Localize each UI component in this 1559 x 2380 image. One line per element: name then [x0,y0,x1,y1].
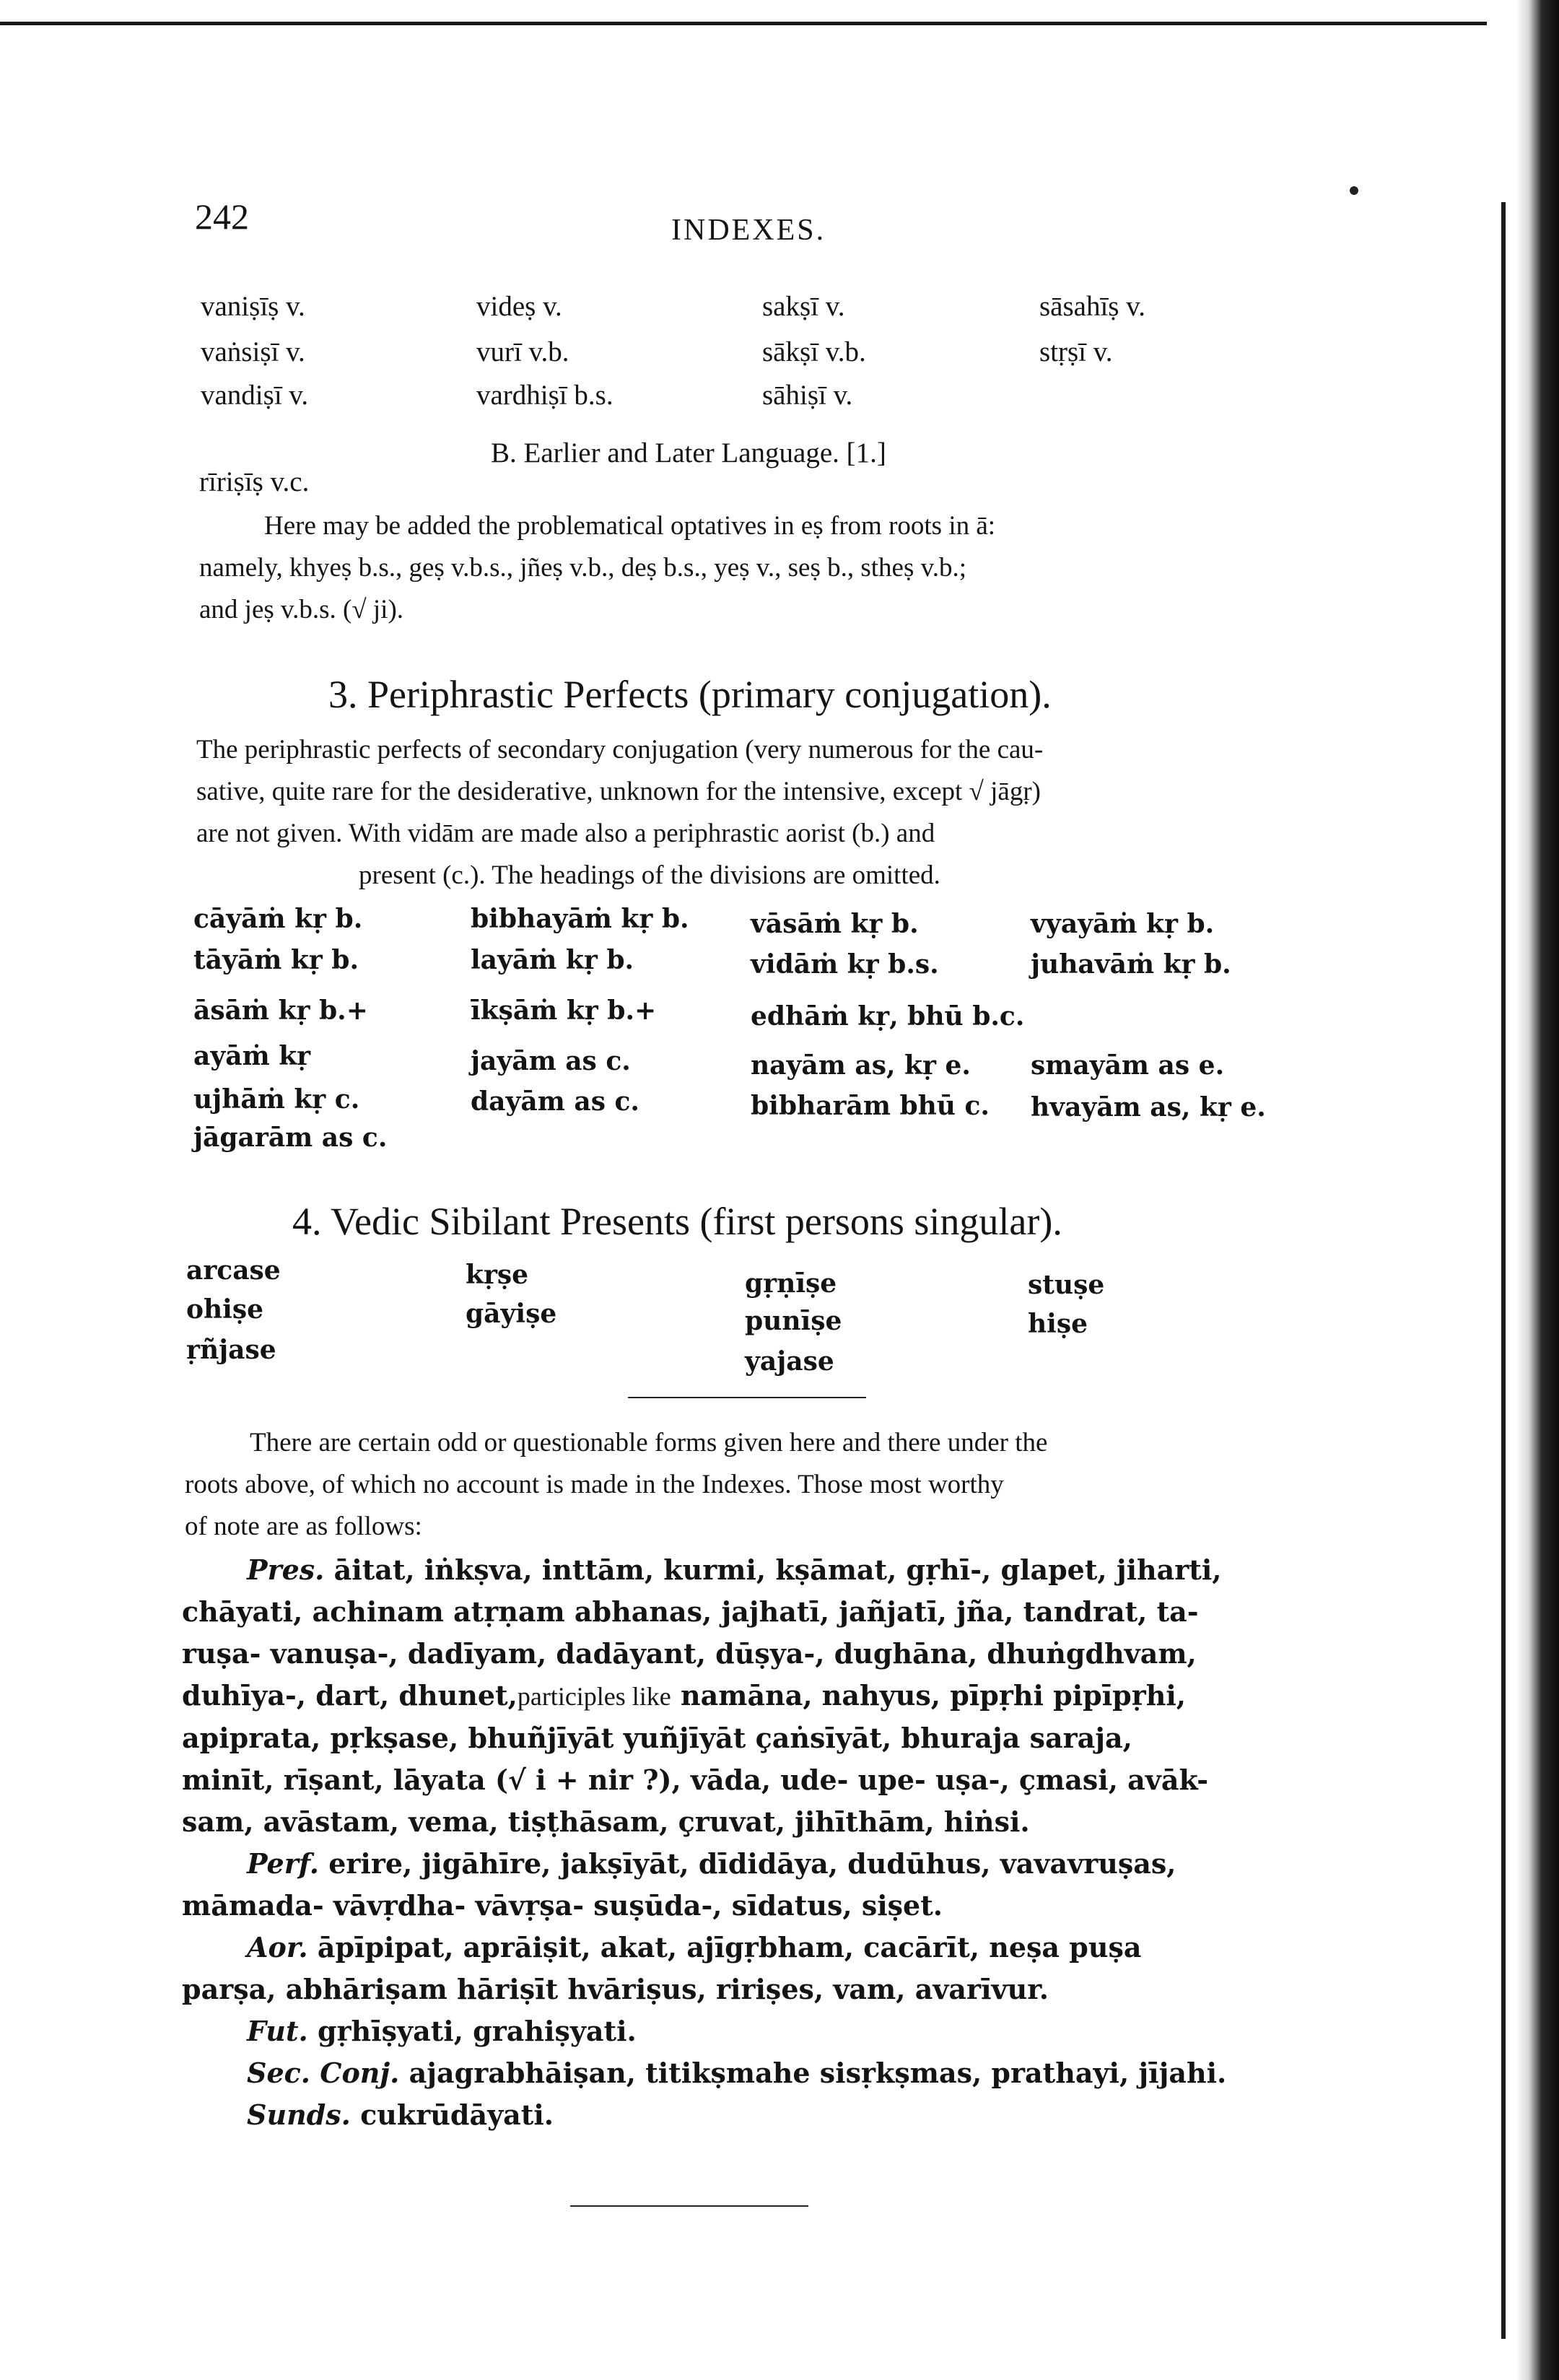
form-entry: arcase [186,1255,281,1286]
form-entry: hiṣe [1028,1309,1088,1339]
form-entry: kṛṣe [466,1260,529,1290]
paragraph-line: roots above, of which no account is made in the Indexes. Those most worthy [185,1470,1004,1499]
sunds-text: cukrūdāyati. [360,2098,554,2131]
form-entry: smayām as e. [1031,1050,1225,1081]
scan-binding-edge [1516,0,1559,2380]
form-entry: āsāṁ kṛ b.+ [193,995,368,1026]
section-3-intro [196,729,1043,897]
perf-text: erire, jigāhīre, jakṣīyāt, dīdidāya, dudūhus, vavavruṣas, [328,1847,1176,1880]
paragraph-line: of note are as follows: [185,1512,422,1541]
form-entry: bibharām bhū c. [751,1091,990,1121]
sunds-label: Sunds. [247,2098,351,2131]
form-entry: punīṣe [745,1306,842,1336]
form-entry: gāyiṣe [466,1299,557,1329]
section-divider [628,1397,866,1398]
list-item: vardhiṣī b.s. [476,380,613,411]
fut-line [182,2010,1226,2052]
aor-line [182,1927,1226,1969]
pres-text: namāna, nahyus, pīpṛhi pipīpṛhi, [681,1679,1187,1712]
fut-text: gṛhīṣyati, grahiṣyati. [317,2015,637,2047]
perf-line: māmada- vāvṛdha- vāvṛṣa- suṣūda-, sīdatus, siṣet. [182,1889,943,1922]
aor-line: parṣa, abhāriṣam hāriṣīt hvāriṣus, ririṣes, vam, avarīvur. [182,1973,1049,2005]
secconj-line [182,2052,1226,2094]
section-4-heading: 4. Vedic Sibilant Presents (first persons singular). [292,1200,1062,1243]
odd-forms-list [182,1549,1226,2136]
list-item: stṛṣī v. [1039,336,1113,367]
form-entry: ohiṣe [186,1294,264,1325]
form-entry: tāyāṁ kṛ b. [193,945,359,975]
form-entry: layāṁ kṛ b. [471,945,634,975]
form-entry: bibhayāṁ kṛ b. [471,904,689,934]
pres-line: ruṣa- vanuṣa-, dadīyam, dadāyant, dūṣya-, dughāna, dhuṅgdhvam, [182,1637,1197,1670]
paragraph-line: are not given. With vidām are made also a periphrastic aorist (b.) and [196,819,935,848]
pres-line: minīt, rīṣant, lāyata (√ i + nir ?), vāda, ude- upe- uṣa-, çmasi, avāk- [182,1764,1209,1796]
list-item: vaṅsiṣī v. [201,336,305,367]
participles-note: participles like [517,1682,671,1711]
secconj-text: ajagrabhāiṣan, titikṣmahe sisṛkṣmas, prathayi, jījahi. [409,2057,1227,2089]
form-entry: vāsāṁ kṛ b. [751,909,919,939]
odd-forms-intro [185,1422,1047,1548]
list-item: sāsahīṣ v. [1039,291,1145,322]
list-item: vaniṣīṣ v. [201,291,305,322]
paragraph-line: and jeṣ v.b.s. (√ ji). [199,595,404,624]
pres-line [182,1549,1226,1591]
scan-edge-line [1501,202,1506,2339]
pres-label: Pres. [247,1553,325,1586]
list-item: sakṣī v. [762,291,845,322]
form-entry: ṛñjase [186,1335,276,1365]
list-item: videṣ v. [476,291,562,322]
form-entry: gṛṇīṣe [745,1268,837,1299]
form-entry: vyayāṁ kṛ b. [1031,909,1215,939]
paragraph-line: namely, khyeṣ b.s., geṣ v.b.s., jñeṣ v.b., deṣ b.s., yeṣ v., seṣ b., stheṣ v.b.; [199,553,966,583]
section-3-heading: 3. Periphrastic Perfects (primary conjugation). [328,673,1052,716]
secconj-label: Sec. Conj. [247,2057,400,2089]
pres-text: āitat, iṅkṣva, inttām, kurmi, kṣāmat, gṛhī-, glapet, jiharti, [333,1553,1222,1586]
list-item: sākṣī v.b. [762,336,866,367]
sunds-line [182,2094,1226,2136]
form-entry: vidāṁ kṛ b.s. [751,949,939,980]
end-divider [570,2205,808,2207]
form-entry: dayām as c. [471,1086,639,1117]
pres-line: apiprata, pṛkṣase, bhuñjīyāt yuñjīyāt çaṅsīyāt, bhuraja saraja, [182,1722,1132,1754]
perf-label: Perf. [247,1847,319,1880]
form-entry: yajase [745,1346,834,1377]
aor-label: Aor. [247,1931,308,1963]
pres-line [182,1675,1226,1717]
section-b-heading: B. Earlier and Later Language. [1.] [491,437,886,468]
perf-line [182,1843,1226,1885]
pres-line: sam, avāstam, vema, tiṣṭhāsam, çruvat, jihīthām, hiṅsi. [182,1805,1030,1838]
pres-line: chāyati, achinam atṛṇam abhanas, jajhatī, jañjatī, jña, tandrat, ta- [182,1595,1199,1628]
paragraph-line: present (c.). The headings of the divisions are omitted. [359,860,940,890]
form-entry: stuṣe [1028,1270,1105,1300]
form-entry: ujhāṁ kṛ c. [193,1084,360,1115]
page-number: 242 [195,196,249,237]
form-entry: edhāṁ kṛ, bhū b.c. [751,1001,1025,1032]
list-item: vandiṣī v. [201,380,309,411]
pres-text: duhīya-, dart, dhunet, [182,1679,518,1712]
form-entry: ayāṁ kṛ [193,1041,311,1071]
paragraph-line: There are certain odd or questionable forms given here and there under the [250,1428,1048,1457]
running-head: INDEXES. [671,214,826,247]
form-entry: jayām as c. [471,1046,631,1076]
section-b-paragraph [199,505,995,631]
scan-top-rule [0,22,1487,25]
form-entry: hvayām as, kṛ e. [1031,1092,1266,1123]
paragraph-line: Here may be added the problematical optatives in eṣ from roots in ā: [264,511,996,541]
scan-speck [1350,186,1358,195]
form-entry: īkṣāṁ kṛ b.+ [471,995,657,1026]
form-entry: juhavāṁ kṛ b. [1031,949,1231,980]
form-entry: nayām as, kṛ e. [751,1050,971,1081]
fut-label: Fut. [247,2015,308,2047]
list-item: sāhiṣī v. [762,380,853,411]
stray-entry: rīriṣīṣ v.c. [199,466,310,497]
form-entry: jāgarām as c. [193,1123,388,1153]
aor-text: āpīpipat, aprāiṣit, akat, ajīgṛbham, cacārīt, neṣa puṣa [317,1931,1142,1963]
list-item: vurī v.b. [476,336,569,367]
paragraph-line: sative, quite rare for the desiderative, unknown for the intensive, except √ jāgṛ) [196,777,1041,806]
paragraph-line: The periphrastic perfects of secondary conjugation (very numerous for the cau- [196,735,1044,764]
form-entry: cāyāṁ kṛ b. [193,904,363,934]
